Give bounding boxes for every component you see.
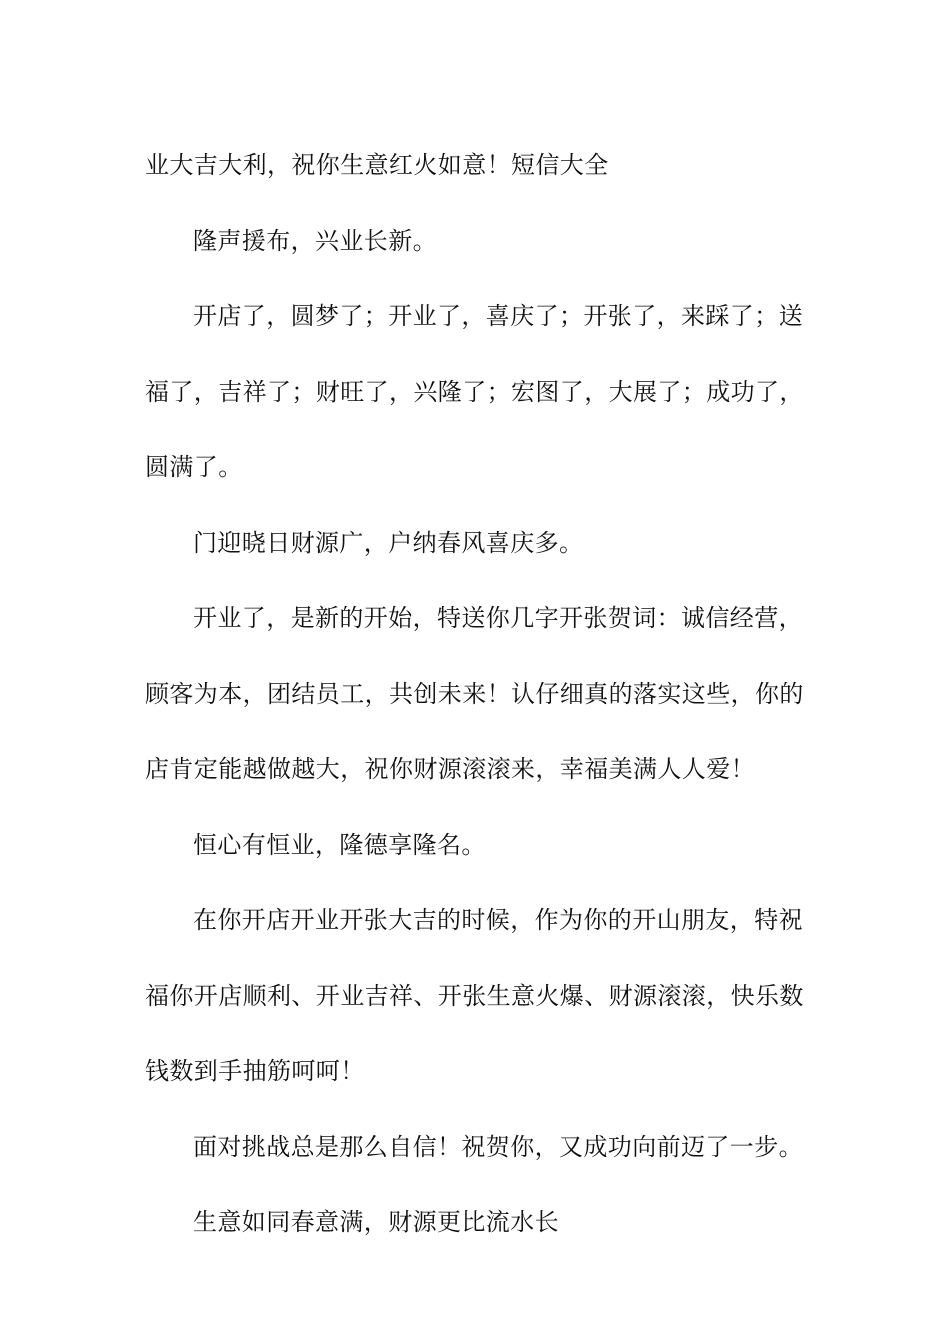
paragraph-line: 门迎晓日财源广，户纳春风喜庆多。 xyxy=(193,528,584,557)
paragraph-line: 圆满了。 xyxy=(145,453,243,481)
paragraph-line: 在你开店开业开张大吉的时候，作为你的开山朋友，特祝 xyxy=(193,906,803,934)
paragraph-line: 恒心有恒业，隆德享隆名。 xyxy=(193,830,486,859)
paragraph-4 xyxy=(145,506,805,582)
paragraph-3 xyxy=(145,279,805,506)
paragraph-line: 开业了，是新的开始，特送你几字开张贺词：诚信经营， xyxy=(193,604,803,632)
paragraph-line: 面对挑战总是那么自信！祝贺你，又成功向前迈了一步。 xyxy=(193,1132,803,1161)
paragraph-line: 隆声援布，兴业长新。 xyxy=(193,226,437,255)
paragraph-line: 生意如同春意满，财源更比流水长 xyxy=(193,1208,559,1236)
paragraph-line: 顾客为本，团结员工，共创未来！认仔细真的落实这些，你的 xyxy=(145,679,804,708)
paragraph-line: 开店了，圆梦了；开业了，喜庆了；开张了，来踩了；送 xyxy=(193,302,803,330)
paragraph-6 xyxy=(145,808,805,884)
paragraph-line: 业大吉大利，祝你生意红火如意！短信大全 xyxy=(145,151,609,179)
paragraph-line: 福你开店顺利、开业吉祥、开张生意火爆、财源滚滚，快乐数 xyxy=(145,981,804,1010)
paragraph-7 xyxy=(145,883,805,1110)
paragraph-2 xyxy=(145,204,805,280)
paragraph-line: 钱数到手抽筋呵呵！ xyxy=(145,1057,365,1085)
paragraph-1 xyxy=(145,128,805,204)
document-body xyxy=(145,128,805,1261)
paragraph-line: 店肯定能越做越大，祝你财源滚滚来，幸福美满人人爱！ xyxy=(145,755,755,783)
paragraph-5 xyxy=(145,581,805,808)
paragraph-line: 福了，吉祥了；财旺了，兴隆了；宏图了，大展了；成功了， xyxy=(145,377,804,406)
paragraph-8 xyxy=(145,1110,805,1186)
paragraph-9 xyxy=(145,1185,805,1261)
